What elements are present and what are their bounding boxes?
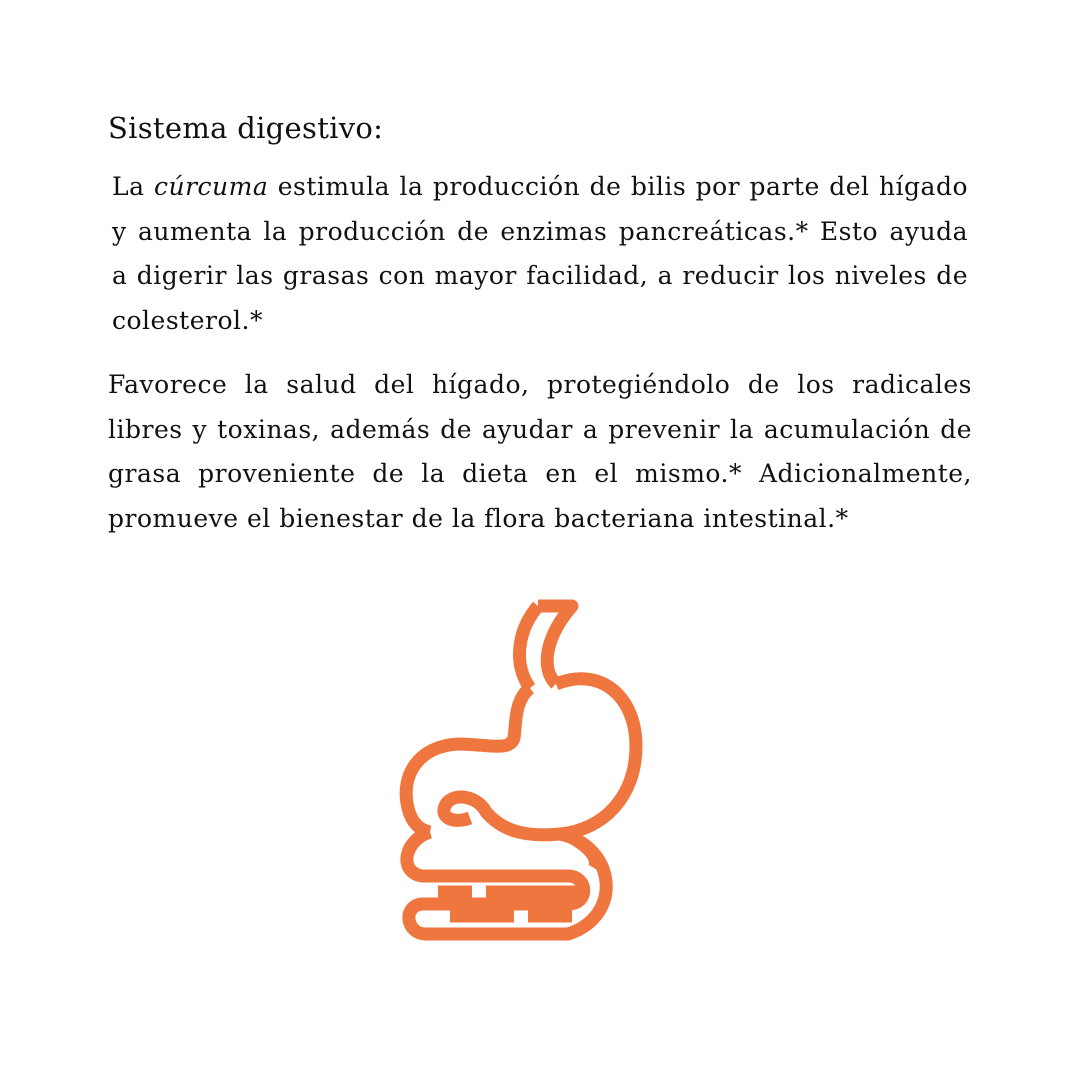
- paragraph1-body: estimula la producción de bilis por parte del hígado y aumenta la producción de enzimas pancreáticas.* Esto ayuda a digerir las grasas con mayor facilidad, a reducir los niveles de colesterol.*: [112, 172, 969, 335]
- paragraph-bile-production: [112, 165, 968, 343]
- section-heading: Sistema digestivo:: [108, 111, 384, 145]
- paragraph1-lead: La: [112, 172, 154, 201]
- stomach-intestine-icon: [390, 596, 646, 946]
- paragraph-liver-health: Favorece la salud del hígado, protegiéndolo de los radicales libres y toxinas, además de ayudar a prevenir la acumulación de grasa proveniente de la dieta en el mismo.* Adicionalmente, promueve el bienestar de la flora bacteriana intestinal.*: [108, 370, 972, 533]
- curcuma-term: cúrcuma: [153, 172, 269, 201]
